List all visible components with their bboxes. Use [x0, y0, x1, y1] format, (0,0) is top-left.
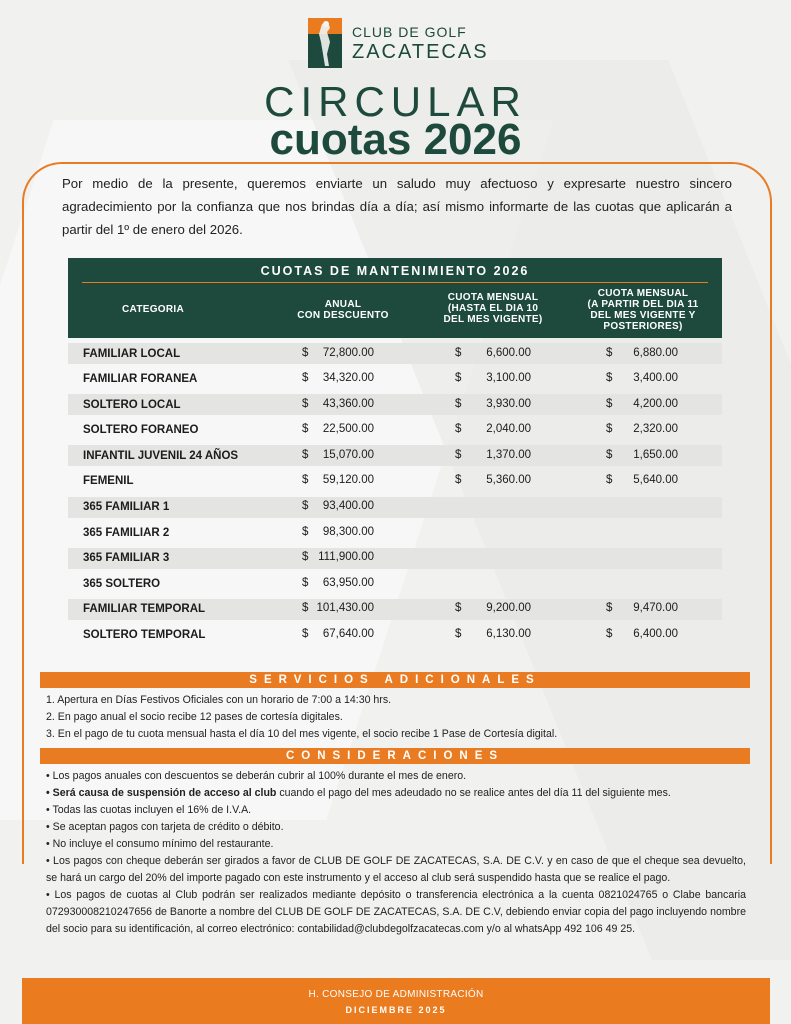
- amount: 93,400.00: [322, 500, 374, 513]
- list-item: 3. En el pago de tu cuota mensual hasta el día 10 del mes vigente, el socio recibe 1 Pase de Cortesía digital.: [46, 728, 558, 740]
- currency-symbol: $: [606, 372, 613, 385]
- header-divider: [82, 282, 708, 283]
- col-monthly-late: CUOTA MENSUAL (A PARTIR DEL DIA 11 DEL MES VIGENTE Y POSTERIORES): [587, 288, 699, 332]
- amount: 6,880.00: [633, 346, 678, 359]
- cell-early: [455, 372, 531, 386]
- currency-symbol: $: [302, 397, 309, 410]
- cell-late: [606, 628, 678, 642]
- row-category: 365 SOLTERO: [83, 577, 161, 590]
- row-category: SOLTERO LOCAL: [83, 398, 181, 411]
- cell-annual: [302, 347, 374, 361]
- cell-early: [455, 602, 531, 616]
- amount: 101,430.00: [316, 602, 374, 615]
- table-row: [68, 343, 722, 364]
- amount: 2,040.00: [486, 423, 531, 436]
- currency-symbol: $: [302, 448, 309, 461]
- page-title: CIRCULAR: [264, 78, 527, 125]
- table-row: [68, 625, 722, 646]
- amount: 3,930.00: [486, 397, 531, 410]
- currency-symbol: $: [455, 397, 462, 410]
- cell-late: [606, 398, 678, 412]
- footer: [22, 978, 770, 1024]
- row-category: FAMILIAR FORANEA: [83, 373, 198, 386]
- cell-annual: [302, 372, 374, 386]
- amount: 22,500.00: [322, 423, 374, 436]
- col-category: CATEGORIA: [122, 304, 184, 315]
- cell-late: [606, 423, 678, 437]
- cell-annual: [302, 602, 374, 616]
- cell-late: [606, 372, 678, 386]
- currency-symbol: $: [455, 423, 462, 436]
- golfer-icon: [308, 18, 342, 68]
- currency-symbol: $: [455, 628, 462, 641]
- currency-symbol: $: [606, 474, 613, 487]
- list-item: [46, 785, 746, 802]
- row-category: FEMENIL: [83, 475, 134, 488]
- suspension-text: cuando el pago del mes adeudado no se realice antes del día 11 del siguiente mes.: [276, 787, 671, 799]
- row-category: 365 FAMILIAR 1: [83, 501, 170, 514]
- services-list: [46, 692, 557, 743]
- cell-annual: [302, 474, 374, 488]
- currency-symbol: $: [455, 448, 462, 461]
- considerations-list: [46, 768, 746, 938]
- amount: 72,800.00: [322, 346, 374, 359]
- cell-late: [606, 474, 678, 488]
- amount: 5,640.00: [633, 474, 678, 487]
- cell-annual: [302, 628, 374, 642]
- fees-table-body: [68, 343, 722, 646]
- currency-symbol: $: [302, 525, 309, 538]
- club-logo: [308, 18, 489, 68]
- currency-symbol: $: [606, 628, 613, 641]
- cell-early: [455, 474, 531, 488]
- table-row: [68, 573, 722, 594]
- list-item: • Los pagos de cuotas al Club podrán ser realizados mediante depósito o transferencia electrónica a la cuenta 0821024765 o Clabe bancaria 072930008210247656 de Banorte a nombre del CLUB DE GOLF DE ZACATECAS, S.A. DE C.V, debiendo enviar copia del pago incluyendo nombre del socio para su identificación, al correo electrónico: contabilidad@clubdegolfzacatecas.com y/o al whatsApp 492 106 49 25.: [46, 889, 746, 935]
- table-row: [68, 471, 722, 492]
- amount: 9,470.00: [633, 602, 678, 615]
- currency-symbol: $: [302, 551, 309, 564]
- cell-annual: [302, 449, 374, 463]
- cell-late: [606, 602, 678, 616]
- table-row: [68, 420, 722, 441]
- row-category: INFANTIL JUVENIL 24 AÑOS: [83, 449, 239, 462]
- cell-annual: [302, 423, 374, 437]
- amount: 6,130.00: [486, 628, 531, 641]
- page-subtitle: cuotas 2026: [269, 115, 522, 164]
- list-item: 1. Apertura en Días Festivos Oficiales con un horario de 7:00 a 14:30 hrs.: [46, 694, 392, 706]
- currency-symbol: $: [302, 602, 309, 615]
- amount: 1,650.00: [633, 448, 678, 461]
- amount: 63,950.00: [322, 576, 374, 589]
- fees-table-header: [68, 258, 722, 338]
- cell-annual: [302, 526, 374, 540]
- col-annual: ANUAL CON DESCUENTO: [297, 299, 389, 321]
- amount: 5,360.00: [486, 474, 531, 487]
- amount: 1,370.00: [486, 448, 531, 461]
- table-row: [68, 548, 722, 569]
- col-monthly-early: CUOTA MENSUAL (HASTA EL DIA 10 DEL MES VIGENTE): [443, 292, 543, 325]
- footer-date: DICIEMBRE 2025: [345, 1005, 447, 1015]
- list-item: • Los pagos anuales con descuentos se deberán cubrir al 100% durante el mes de enero.: [46, 770, 467, 782]
- list-item: • No incluye el consumo mínimo del restaurante.: [46, 838, 274, 850]
- currency-symbol: $: [302, 474, 309, 487]
- footer-signature: H. CONSEJO DE ADMINISTRACIÓN: [308, 989, 484, 1000]
- amount: 6,400.00: [633, 628, 678, 641]
- cell-annual: [302, 577, 374, 591]
- amount: 3,400.00: [633, 372, 678, 385]
- logo-line1: CLUB DE GOLF: [352, 23, 467, 40]
- cell-late: [606, 347, 678, 361]
- row-category: FAMILIAR TEMPORAL: [83, 603, 206, 616]
- list-item: • Se aceptan pagos con tarjeta de crédito o débito.: [46, 821, 284, 833]
- intro-paragraph: Por medio de la presente, queremos enviarte un saludo muy afectuoso y expresarte nuestro sincero agradecimiento por la confianza que nos brindas día a día; así mismo informarte de las cuotas que aplicarán a partir del 1º de enero del 2026.: [62, 176, 732, 237]
- fees-table: [68, 258, 722, 650]
- row-category: 365 FAMILIAR 2: [83, 526, 170, 539]
- amount: 67,640.00: [322, 628, 374, 641]
- currency-symbol: $: [455, 474, 462, 487]
- table-row: [68, 522, 722, 543]
- currency-symbol: $: [302, 628, 309, 641]
- amount: 59,120.00: [322, 474, 374, 487]
- amount: 4,200.00: [633, 397, 678, 410]
- list-item: • Todas las cuotas incluyen el 16% de I.V.A.: [46, 804, 252, 816]
- services-heading: SERVICIOS ADICIONALES: [40, 672, 750, 688]
- amount: 15,070.00: [322, 448, 374, 461]
- currency-symbol: $: [455, 346, 462, 359]
- cell-early: [455, 347, 531, 361]
- table-row: [68, 369, 722, 390]
- amount: 6,600.00: [486, 346, 531, 359]
- currency-symbol: $: [606, 602, 613, 615]
- currency-symbol: $: [302, 372, 309, 385]
- currency-symbol: $: [606, 397, 613, 410]
- amount: 43,360.00: [322, 397, 374, 410]
- cell-early: [455, 449, 531, 463]
- cell-early: [455, 398, 531, 412]
- row-category: SOLTERO TEMPORAL: [83, 629, 206, 642]
- amount: 3,100.00: [486, 372, 531, 385]
- amount: 2,320.00: [633, 423, 678, 436]
- currency-symbol: $: [302, 346, 309, 359]
- logo-line2: ZACATECAS: [352, 40, 489, 63]
- row-category: SOLTERO FORANEO: [83, 424, 199, 437]
- currency-symbol: $: [302, 423, 309, 436]
- currency-symbol: $: [455, 372, 462, 385]
- cell-late: [606, 449, 678, 463]
- currency-symbol: $: [302, 500, 309, 513]
- table-row: [68, 497, 722, 518]
- cell-annual: [302, 551, 374, 565]
- table-row: [68, 445, 722, 466]
- cell-annual: [302, 398, 374, 412]
- cell-early: [455, 423, 531, 437]
- suspension-emphasis: • Será causa de suspensión de acceso al club: [46, 787, 277, 799]
- list-item: • Los pagos con cheque deberán ser girados a favor de CLUB DE GOLF DE ZACATECAS, S.A. DE C.V. y en caso de que el cheque sea devuelto, se hará un cargo del 20% del importe pagado con este instrumento y el acceso al club será suspendido hasta que se realice el pago.: [46, 855, 746, 884]
- cell-early: [455, 628, 531, 642]
- amount: 98,300.00: [322, 525, 374, 538]
- fees-table-title: CUOTAS DE MANTENIMIENTO 2026: [260, 264, 530, 278]
- row-category: FAMILIAR LOCAL: [83, 347, 181, 360]
- list-item: 2. En pago anual el socio recibe 12 pases de cortesía digitales.: [46, 711, 343, 723]
- currency-symbol: $: [455, 602, 462, 615]
- currency-symbol: $: [606, 423, 613, 436]
- currency-symbol: $: [606, 346, 613, 359]
- cell-annual: [302, 500, 374, 514]
- row-category: 365 FAMILIAR 3: [83, 552, 170, 565]
- amount: 34,320.00: [322, 372, 374, 385]
- table-row: [68, 599, 722, 620]
- currency-symbol: $: [606, 448, 613, 461]
- table-row: [68, 394, 722, 415]
- amount: 9,200.00: [486, 602, 531, 615]
- currency-symbol: $: [302, 576, 309, 589]
- amount: 111,900.00: [318, 551, 374, 564]
- considerations-heading: CONSIDERACIONES: [40, 748, 750, 764]
